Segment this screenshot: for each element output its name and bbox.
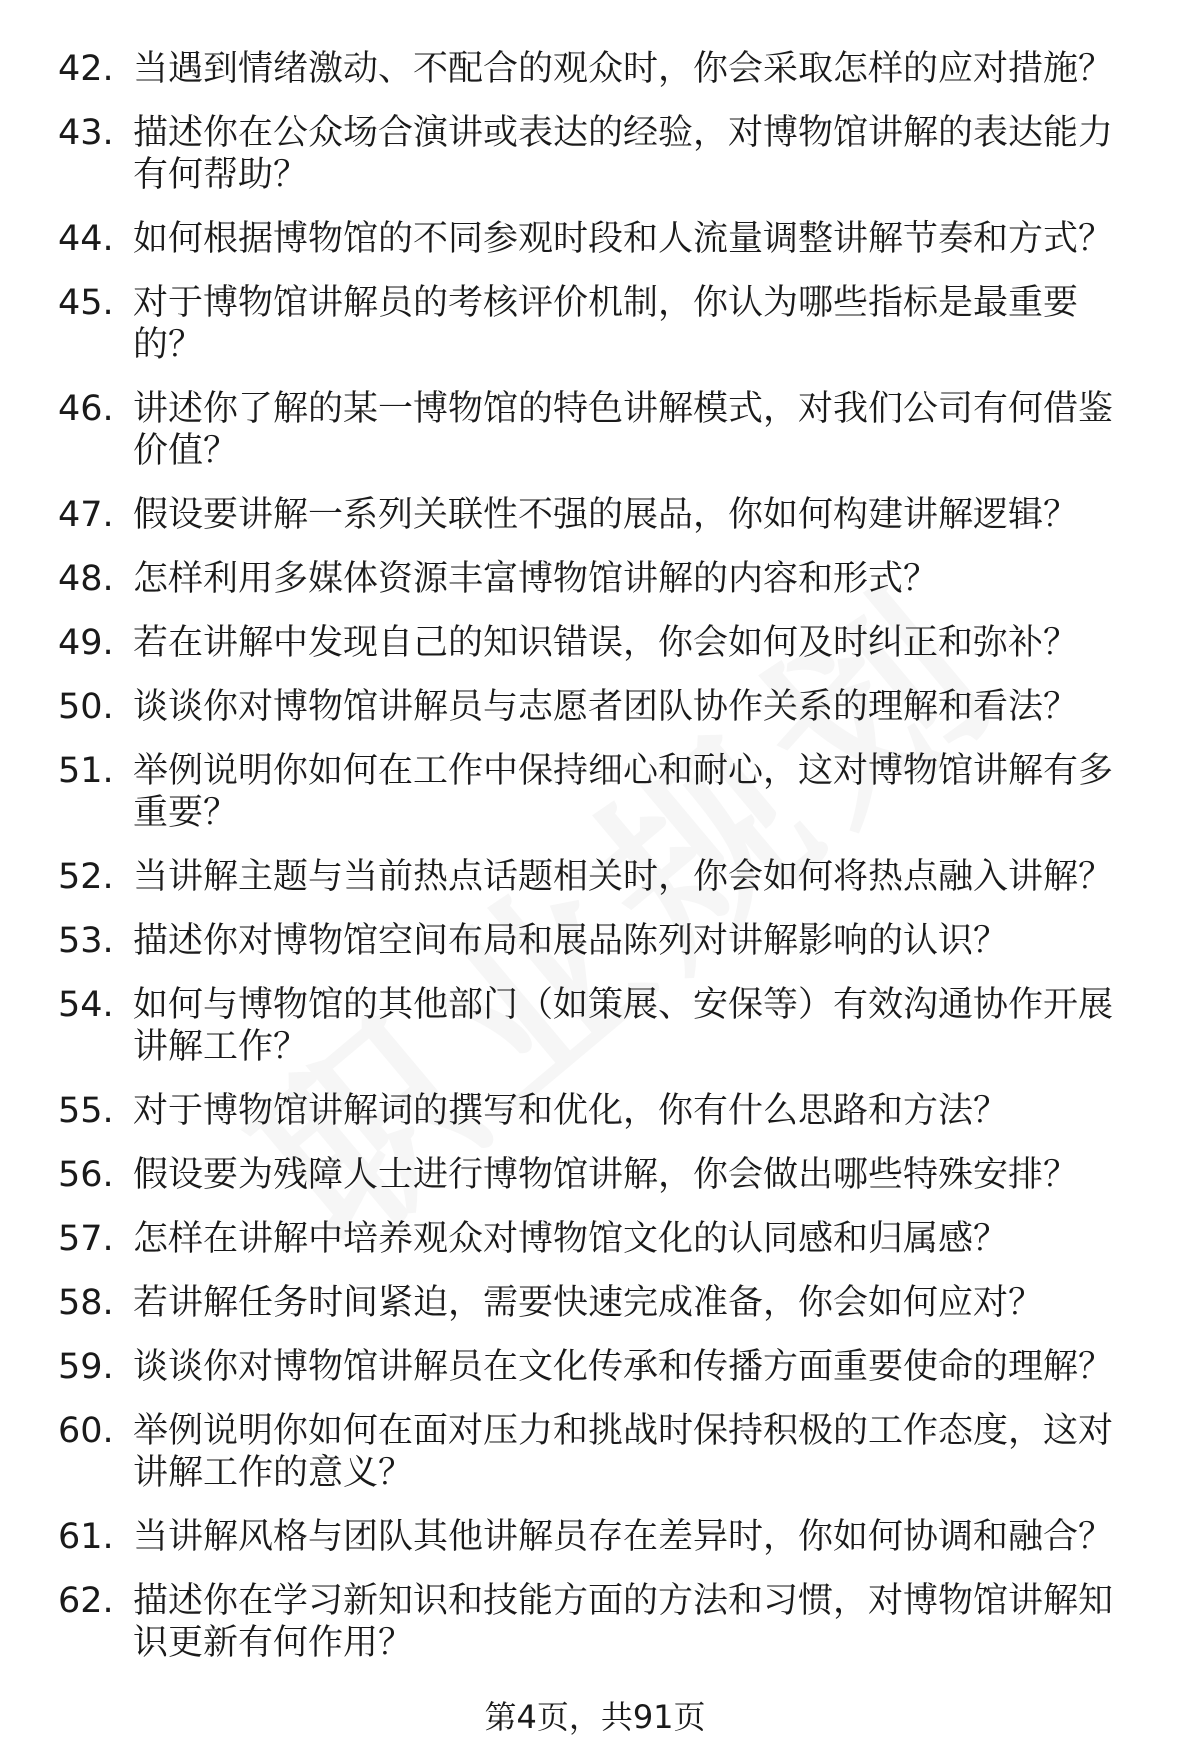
page-footer: 第4页，共91页 — [484, 1698, 706, 1736]
question-number: 54. — [58, 985, 114, 1025]
question-number: 49. — [58, 623, 114, 663]
question-text-line: 讲解工作的意义？ — [133, 1453, 414, 1493]
question-number: 58. — [58, 1283, 114, 1323]
question-number: 42. — [58, 49, 114, 89]
question-text-line: 的？ — [133, 325, 204, 365]
question-text-line: 当讲解风格与团队其他讲解员存在差异时，你如何协调和融合？ — [133, 1517, 1114, 1557]
question-item — [0, 48, 1190, 90]
question-item — [0, 388, 1190, 472]
question-text-line: 讲述你了解的某一博物馆的特色讲解模式，对我们公司有何借鉴 — [133, 389, 1114, 429]
question-text-line: 识更新有何作用？ — [133, 1623, 414, 1663]
question-number: 52. — [58, 857, 114, 897]
question-text-line: 举例说明你如何在工作中保持细心和耐心，这对博物馆讲解有多 — [133, 751, 1114, 791]
question-text-line: 对于博物馆讲解词的撰写和优化，你有什么思路和方法？ — [133, 1091, 1009, 1131]
question-text-line: 假设要为残障人士进行博物馆讲解，你会做出哪些特殊安排？ — [133, 1155, 1079, 1195]
question-item — [0, 112, 1190, 196]
question-item — [0, 494, 1190, 536]
question-number: 43. — [58, 113, 114, 153]
question-text-line: 描述你在公众场合演讲或表达的经验，对博物馆讲解的表达能力 — [133, 113, 1114, 153]
question-text-line: 如何根据博物馆的不同参观时段和人流量调整讲解节奏和方式？ — [133, 219, 1114, 259]
question-item — [0, 750, 1190, 834]
question-item — [0, 1410, 1190, 1494]
question-text-line: 怎样在讲解中培养观众对博物馆文化的认同感和归属感？ — [133, 1219, 1009, 1259]
question-number: 53. — [58, 921, 114, 961]
question-number: 45. — [58, 283, 114, 323]
question-number: 55. — [58, 1091, 114, 1131]
question-item — [0, 622, 1190, 664]
question-number: 56. — [58, 1155, 114, 1195]
question-text-line: 假设要讲解一系列关联性不强的展品，你如何构建讲解逻辑？ — [133, 495, 1079, 535]
question-number: 44. — [58, 219, 114, 259]
question-text-line: 讲解工作？ — [133, 1027, 309, 1067]
question-item — [0, 984, 1190, 1068]
question-item — [0, 1090, 1190, 1132]
question-list — [0, 48, 1190, 1686]
question-number: 50. — [58, 687, 114, 727]
question-text-line: 价值？ — [133, 431, 239, 471]
question-text-line: 举例说明你如何在面对压力和挑战时保持积极的工作态度，这对 — [133, 1411, 1114, 1451]
question-item — [0, 920, 1190, 962]
question-text-line: 谈谈你对博物馆讲解员在文化传承和传播方面重要使命的理解？ — [133, 1347, 1114, 1387]
question-number: 46. — [58, 389, 114, 429]
question-number: 61. — [58, 1517, 114, 1557]
question-text-line: 如何与博物馆的其他部门（如策展、安保等）有效沟通协作开展 — [133, 985, 1114, 1025]
question-number: 60. — [58, 1411, 114, 1451]
question-text-line: 有何帮助？ — [133, 155, 309, 195]
question-text-line: 谈谈你对博物馆讲解员与志愿者团队协作关系的理解和看法？ — [133, 687, 1079, 727]
question-text-line: 若在讲解中发现自己的知识错误，你会如何及时纠正和弥补？ — [133, 623, 1079, 663]
question-number: 57. — [58, 1219, 114, 1259]
question-item — [0, 1580, 1190, 1664]
question-text-line: 重要？ — [133, 793, 239, 833]
question-text-line: 若讲解任务时间紧迫，需要快速完成准备，你会如何应对？ — [133, 1283, 1044, 1323]
question-number: 51. — [58, 751, 114, 791]
question-item — [0, 1346, 1190, 1388]
question-item — [0, 1154, 1190, 1196]
question-number: 59. — [58, 1347, 114, 1387]
question-text-line: 描述你在学习新知识和技能方面的方法和习惯，对博物馆讲解知 — [133, 1581, 1114, 1621]
question-text-line: 当讲解主题与当前热点话题相关时，你会如何将热点融入讲解？ — [133, 857, 1114, 897]
question-text-line: 怎样利用多媒体资源丰富博物馆讲解的内容和形式？ — [133, 559, 939, 599]
question-item — [0, 218, 1190, 260]
question-item — [0, 856, 1190, 898]
question-text-line: 描述你对博物馆空间布局和展品陈列对讲解影响的认识？ — [133, 921, 1009, 961]
question-item — [0, 282, 1190, 366]
question-number: 48. — [58, 559, 114, 599]
question-text-line: 对于博物馆讲解员的考核评价机制，你认为哪些指标是最重要 — [133, 283, 1079, 323]
question-item — [0, 686, 1190, 728]
question-number: 47. — [58, 495, 114, 535]
question-item — [0, 1282, 1190, 1324]
question-item — [0, 558, 1190, 600]
question-item — [0, 1516, 1190, 1558]
question-item — [0, 1218, 1190, 1260]
question-number: 62. — [58, 1581, 114, 1621]
question-text-line: 当遇到情绪激动、不配合的观众时，你会采取怎样的应对措施？ — [133, 49, 1114, 89]
